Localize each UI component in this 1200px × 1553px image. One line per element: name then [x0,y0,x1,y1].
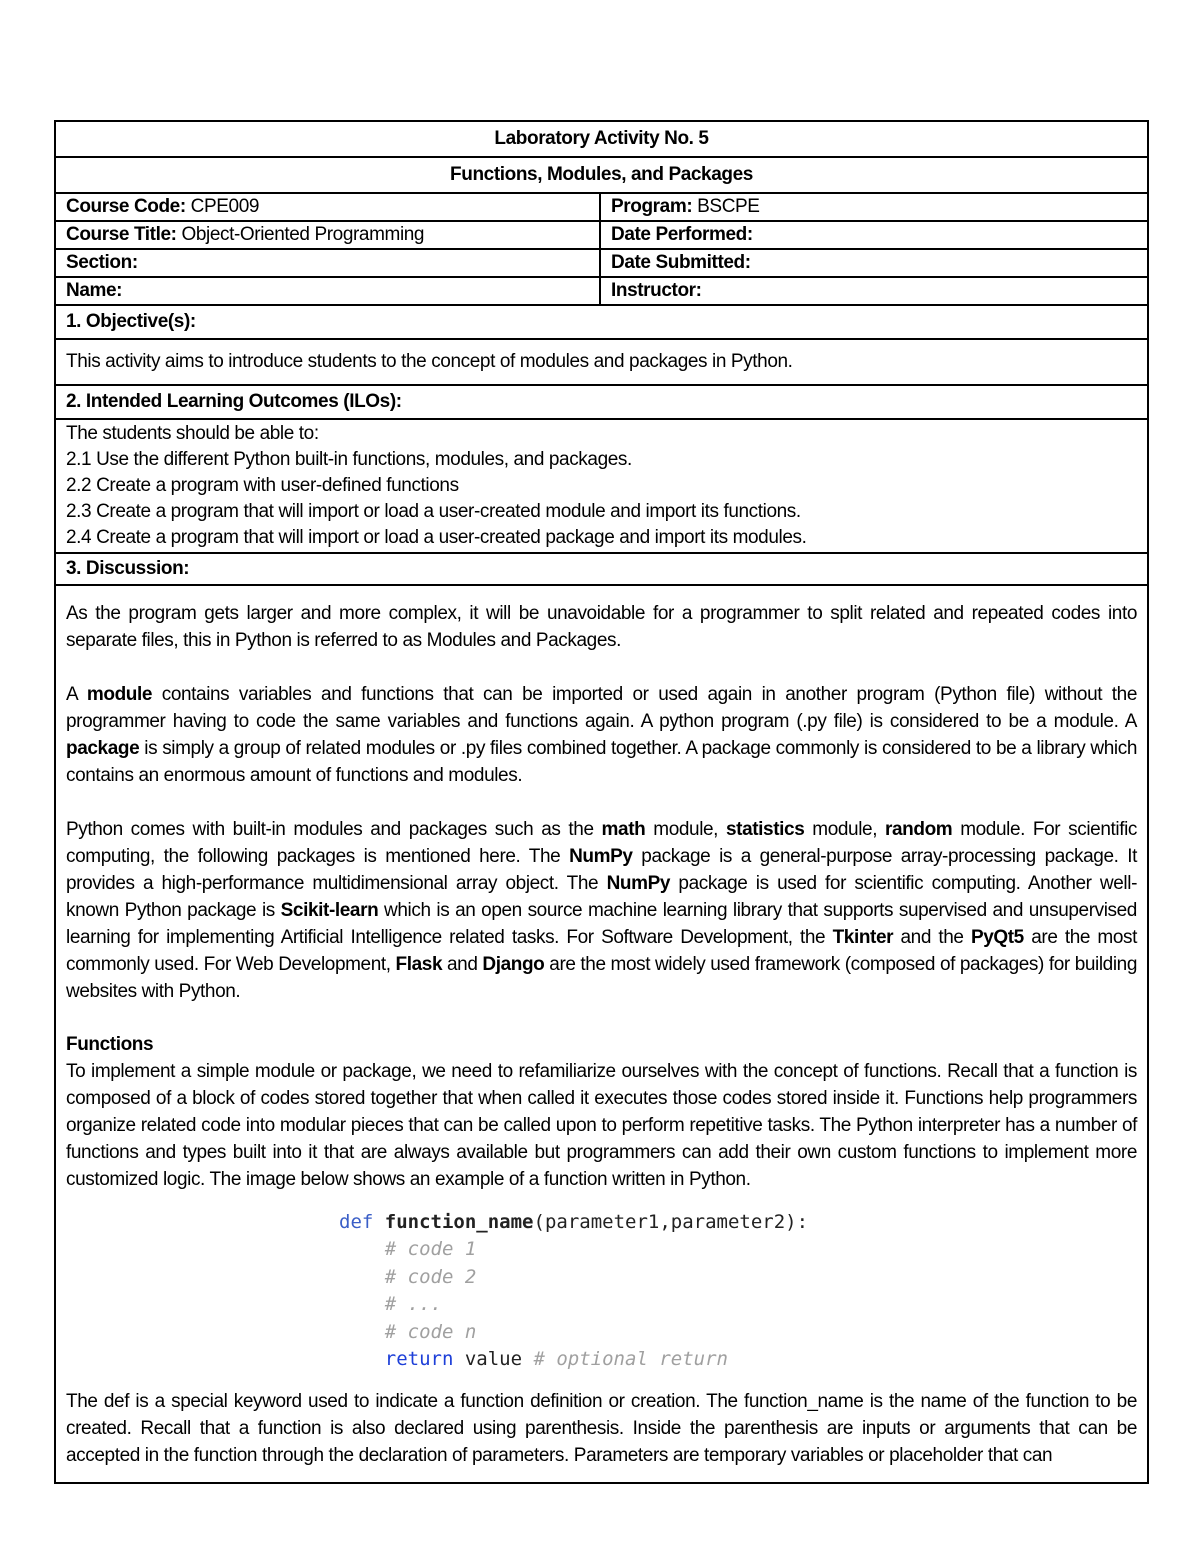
section-cell [55,249,600,277]
code-function-name: function_name [384,1210,534,1233]
code-keyword-def: def [339,1210,374,1233]
ilo-item: 2.4 Create a program that will import or load a user-created package and import its modules. [66,527,807,548]
functions-heading: Functions [66,1033,154,1055]
module-paragraph: A module contains variables and functions that can be imported or used again in another program (Python file) without the programmer having to code the same variables and functions again. A python program (.py file) is considered to be a module. A package is simply a group of related modules or .py files combined together. A package commonly is considered to be a library which contains an enormous amount of functions and modules. [66,683,1137,786]
instructor-label: Instructor: [611,280,702,301]
code-comment: # code 2 [384,1265,477,1288]
course-code-cell [55,193,600,221]
code-comment: # code n [384,1320,477,1343]
course-code-label: Course Code: [66,196,186,217]
lab-activity-document [54,120,1147,1484]
activity-subtitle: Functions, Modules, and Packages [55,157,1148,193]
course-code-value: CPE009 [185,196,260,217]
ilo-item: 2.1 Use the different Python built-in functions, modules, and packages. [66,449,632,470]
name-cell [55,277,600,305]
ilos-heading: 2. Intended Learning Outcomes (ILOs): [55,385,1148,419]
section-label: Section: [66,252,138,273]
objectives-text: This activity aims to introduce students to the concept of modules and packages in Python. [55,339,1148,385]
code-comment: # ... [384,1293,442,1315]
course-title-label: Course Title: [66,224,177,245]
code-params: (parameter1,parameter2): [533,1210,809,1233]
code-return-value: value [453,1348,534,1370]
date-performed-label: Date Performed: [611,224,753,245]
code-comment: # optional return [533,1348,728,1370]
course-title-value: Object-Oriented Programming [176,224,425,245]
date-performed-cell [600,221,1148,249]
program-value: BSCPE [692,196,760,217]
activity-table [54,120,1149,1484]
program-cell [600,193,1148,221]
ilo-intro: The students should be able to: [66,423,319,444]
functions-paragraph: To implement a simple module or package, we need to refamiliarize ourselves with the concept of functions. Recall that a function is composed of a block of codes stored together that when called it executes those codes stored inside it. Functions help programmers organize related code into modular pieces that can be called upon to perform repetitive tasks. The Python interpreter has a number of functions and types built into it that are always available but programmers can add their own custom functions to implement more customized logic. The image below shows an example of a function written in Python. [66,1060,1137,1190]
ilo-item: 2.2 Create a program with user-defined functions [66,475,459,496]
instructor-cell [600,277,1148,305]
date-submitted-label: Date Submitted: [611,252,751,273]
module-term: module [86,683,153,705]
activity-title: Laboratory Activity No. 5 [55,121,1148,157]
ilo-item: 2.3 Create a program that will import or load a user-created module and import its functions. [66,501,801,522]
ilos-list [55,419,1148,553]
code-keyword-return: return [384,1348,454,1370]
code-comment: # code 1 [384,1238,477,1260]
discussion-heading: 3. Discussion: [55,553,1148,585]
program-label: Program: [611,196,693,217]
packages-paragraph: Python comes with built-in modules and packages such as the math module, statistics module, random module. For scientific computing, the following packages is mentioned here. The NumPy package is a general-purpose array-processing package. It provides a high-performance multidimensional array object. The NumPy package is used for scientific computing. Another well-known Python package is Scikit-learn which is an open source machine learning library that supports supervised and unsupervised learning for implementing Artificial Intelligence related tasks. For Software Development, the Tkinter and the PyQt5 are the most commonly used. For Web Development, Flask and Django are the most widely used framework (composed of packages) for building websites with Python. [66,818,1138,1002]
objectives-heading: 1. Objective(s): [55,305,1148,339]
discussion-body [55,585,1148,1483]
course-title-cell [55,221,600,249]
function-code-example [339,1209,1137,1374]
date-submitted-cell [600,249,1148,277]
discussion-paragraph: As the program gets larger and more complex, it will be unavoidable for a programmer to split related and repeated codes into separate files, this in Python is referred to as Modules and Packages. [66,602,1137,651]
def-explanation-paragraph: The def is a special keyword used to indicate a function definition or creation. The function_name is the name of the function to be created. Recall that a function is also declared using parenthesis. Inside the parenthesis are inputs or arguments that can be accepted in the function through the declaration of parameters. Parameters are temporary variables or placeholder that can [66,1390,1137,1466]
name-label: Name: [66,280,123,301]
package-term: package [66,737,140,759]
